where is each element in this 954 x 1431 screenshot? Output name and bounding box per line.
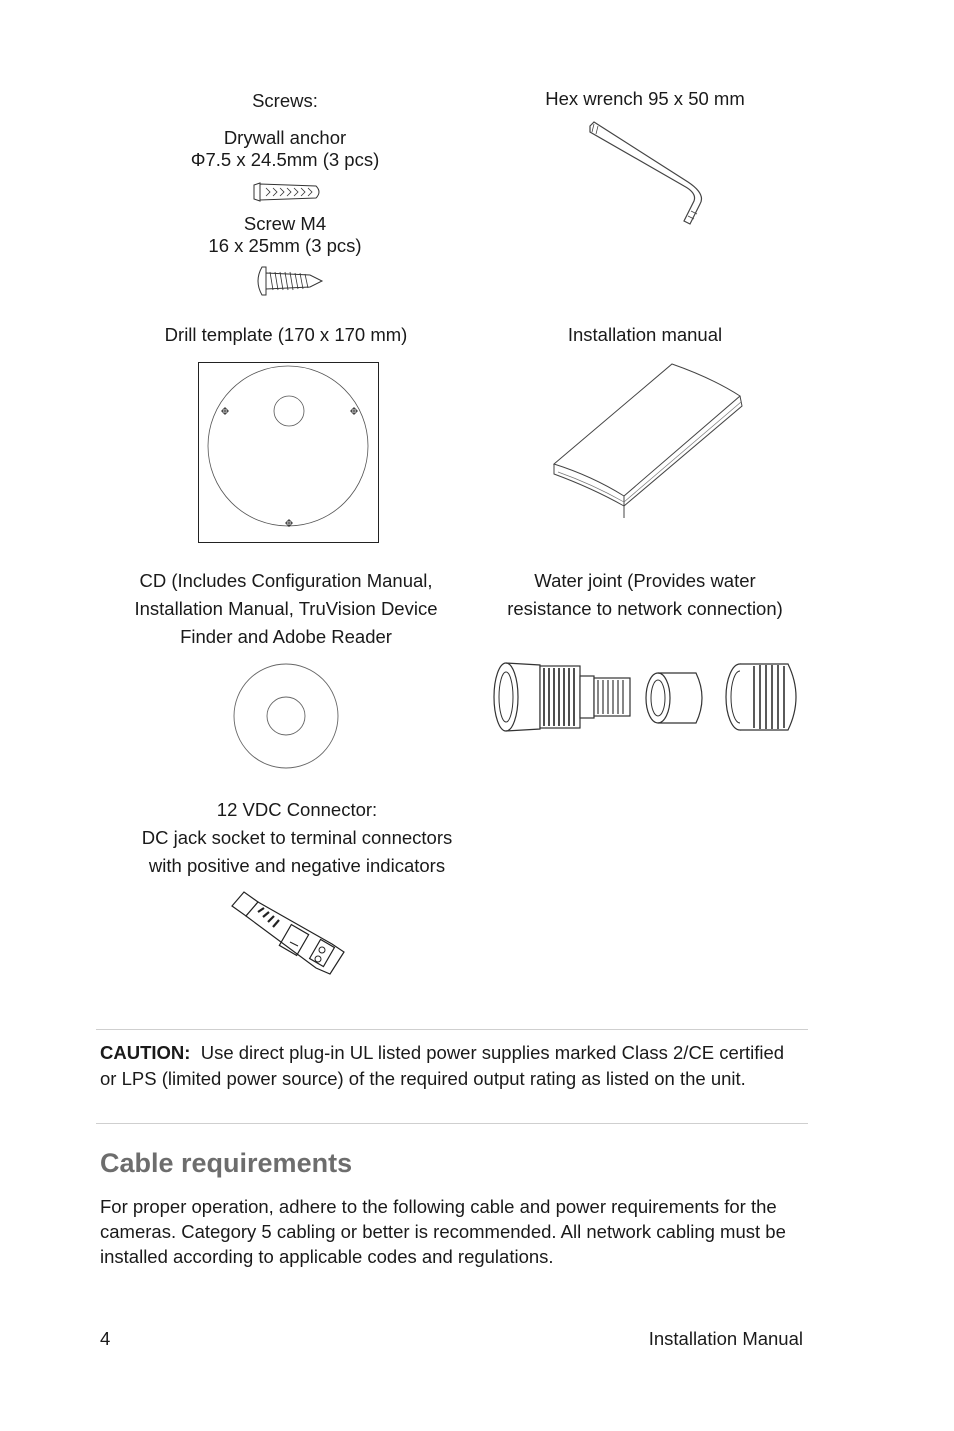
footer-doc-title: Installation Manual bbox=[648, 1328, 803, 1349]
installation-manual-label: Installation manual bbox=[567, 324, 723, 345]
drywall-anchor-icon bbox=[252, 179, 324, 205]
caution-label: CAUTION: bbox=[100, 1042, 191, 1063]
connector-label-3: with positive and negative indicators bbox=[148, 855, 446, 876]
screw-label-2: 16 x 25mm (3 pcs) bbox=[208, 235, 362, 256]
caution-text: Use direct plug-in UL listed power supplies marked Class 2/CE certified or LPS (limited power source) of the required output rating as listed on the unit. bbox=[100, 1042, 785, 1089]
caution-top-rule bbox=[96, 1029, 808, 1030]
drill-template-icon bbox=[198, 362, 379, 543]
anchor-label-2: Φ7.5 x 24.5mm (3 pcs) bbox=[190, 149, 380, 170]
page-number: 4 bbox=[100, 1328, 111, 1349]
cd-label-1: CD (Includes Configuration Manual, bbox=[139, 570, 433, 591]
screws-heading: Screws: bbox=[252, 90, 318, 111]
hex-wrench-icon bbox=[584, 120, 716, 230]
screw-m4-icon bbox=[254, 264, 326, 298]
water-joint-label-2: resistance to network connection) bbox=[507, 598, 783, 619]
section-heading: Cable requirements bbox=[100, 1148, 353, 1178]
drill-template-label: Drill template (170 x 170 mm) bbox=[164, 324, 408, 345]
anchor-label-1: Drywall anchor bbox=[223, 127, 347, 148]
caution-bottom-rule bbox=[96, 1123, 808, 1124]
water-joint-icon bbox=[492, 660, 804, 734]
connector-label-1: 12 VDC Connector: bbox=[216, 799, 378, 820]
caution-note bbox=[100, 1040, 800, 1092]
cd-label-3: Finder and Adobe Reader bbox=[180, 626, 392, 647]
section-body: For proper operation, adhere to the following cable and power requirements for the cameras. Category 5 cabling or better is recommended. All network cabling must be installed according to applicable codes and regulations. bbox=[100, 1196, 786, 1267]
hex-wrench-label: Hex wrench 95 x 50 mm bbox=[545, 88, 745, 109]
manual-book-icon bbox=[552, 360, 744, 522]
cd-label-2: Installation Manual, TruVision Device bbox=[134, 598, 438, 619]
water-joint-label-1: Water joint (Provides water bbox=[534, 570, 756, 591]
cd-disc-icon bbox=[232, 662, 340, 770]
connector-label-2: DC jack socket to terminal connectors bbox=[141, 827, 453, 848]
screw-label-1: Screw M4 bbox=[243, 213, 327, 234]
dc-connector-icon bbox=[228, 888, 350, 978]
